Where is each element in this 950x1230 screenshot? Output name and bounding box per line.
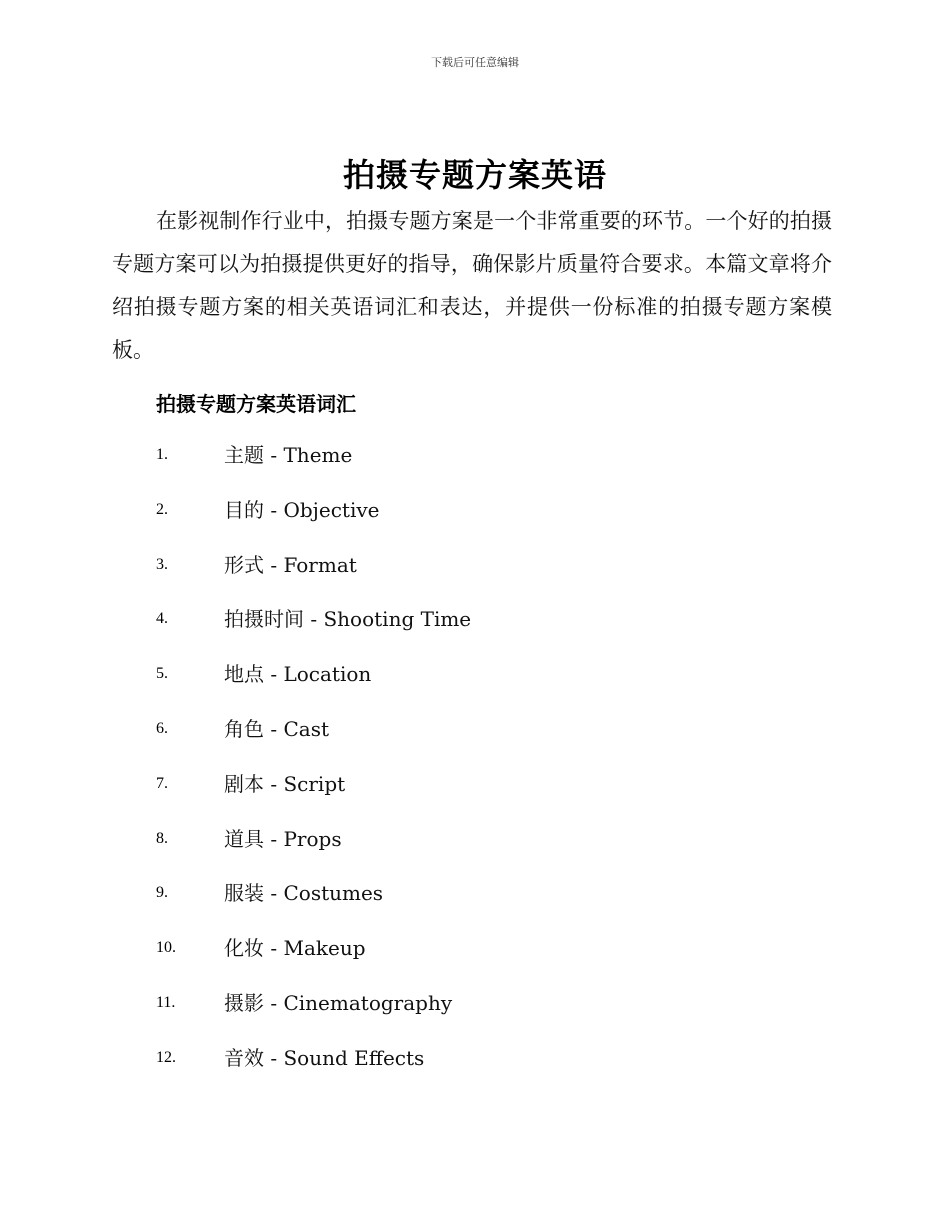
list-item-text: 形式 - Format	[224, 552, 357, 577]
list-item	[156, 550, 796, 605]
header-note: 下载后可任意编辑	[431, 56, 519, 69]
list-item-number: 5.	[156, 665, 168, 683]
list-item-number: 3.	[156, 555, 168, 573]
list-item-text: 目的 - Objective	[224, 497, 380, 522]
list-item-text: 摄影 - Cinematography	[224, 990, 453, 1015]
list-item	[156, 495, 796, 550]
list-item-number: 7.	[156, 774, 168, 792]
list-item-number: 4.	[156, 610, 168, 628]
list-item-number: 8.	[156, 829, 168, 847]
list-item	[156, 933, 796, 988]
list-item	[156, 1043, 796, 1098]
list-item-text: 服装 - Costumes	[224, 881, 384, 906]
list-item	[156, 769, 796, 824]
list-item	[156, 714, 796, 769]
list-item-number: 11.	[156, 993, 176, 1011]
list-item-text: 地点 - Location	[224, 662, 372, 687]
list-item-text: 音效 - Sound Effects	[224, 1045, 425, 1070]
list-item	[156, 604, 796, 659]
list-item-text: 主题 - Theme	[224, 443, 353, 467]
list-item-number: 9.	[156, 884, 168, 902]
list-item-number: 10.	[156, 939, 176, 957]
list-item	[156, 659, 796, 714]
page-title: 拍摄专题方案英语	[342, 156, 607, 194]
section-title: 拍摄专题方案英语词汇	[156, 392, 356, 416]
list-item	[156, 824, 796, 879]
list-item-number: 6.	[156, 719, 168, 737]
intro-paragraph: 在影视制作行业中，拍摄专题方案是一个非常重要的环节。一个好的拍摄专题方案可以为拍摄提供更好的指导，确保影片质量符合要求。本篇文章将介绍拍摄专题方案的相关英语词汇和表达，并提供一份标准的拍摄专题方案模板。	[112, 209, 832, 362]
list-item-number: 2.	[156, 500, 168, 518]
list-item-text: 剧本 - Script	[224, 771, 346, 796]
list-item	[156, 988, 796, 1043]
list-item-text: 道具 - Props	[224, 826, 342, 851]
list-item-text: 角色 - Cast	[224, 716, 329, 741]
vocab-list	[156, 440, 796, 1098]
list-item-number: 1.	[156, 446, 168, 463]
list-item	[156, 878, 796, 933]
list-item-text: 拍摄时间 - Shooting Time	[224, 607, 472, 632]
list-item-number: 12.	[156, 1048, 176, 1066]
list-item	[156, 440, 796, 495]
list-item-text: 化妆 - Makeup	[224, 936, 366, 961]
